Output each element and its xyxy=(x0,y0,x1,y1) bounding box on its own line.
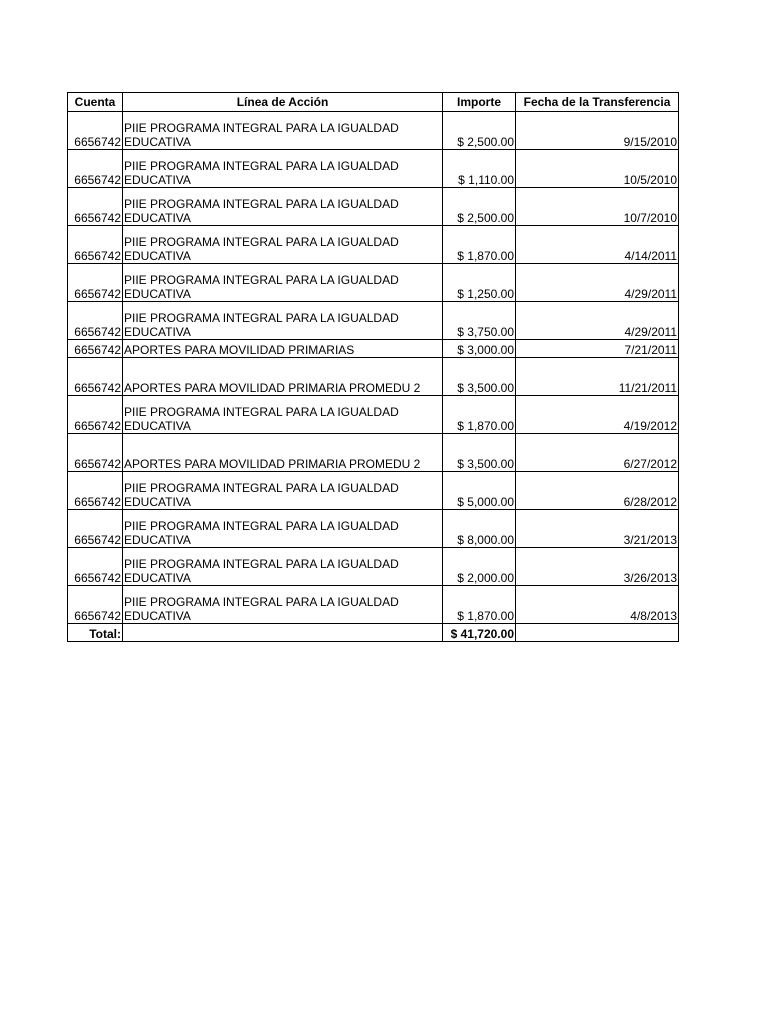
table-row xyxy=(68,340,679,358)
table-row xyxy=(68,586,679,624)
table-row xyxy=(68,226,679,264)
linea-cell: PIIE PROGRAMA INTEGRAL PARA LA IGUALDAD EDUCATIVA xyxy=(123,396,443,434)
total-value: $ 41,720.00 xyxy=(443,624,516,642)
table-row xyxy=(68,510,679,548)
cuenta-cell: 6656742 xyxy=(68,264,123,302)
fecha-cell: 6/28/2012 xyxy=(516,472,679,510)
cuenta-cell: 6656742 xyxy=(68,150,123,188)
fecha-cell: 9/15/2010 xyxy=(516,112,679,150)
linea-cell: PIIE PROGRAMA INTEGRAL PARA LA IGUALDAD EDUCATIVA xyxy=(123,112,443,150)
cuenta-cell: 6656742 xyxy=(68,340,123,358)
fecha-cell: 3/21/2013 xyxy=(516,510,679,548)
fecha-cell: 3/26/2013 xyxy=(516,548,679,586)
linea-cell: PIIE PROGRAMA INTEGRAL PARA LA IGUALDAD EDUCATIVA xyxy=(123,226,443,264)
linea-cell: APORTES PARA MOVILIDAD PRIMARIA PROMEDU 2 xyxy=(123,434,443,472)
table-row xyxy=(68,302,679,340)
table-row xyxy=(68,188,679,226)
fecha-cell: 10/7/2010 xyxy=(516,188,679,226)
fecha-cell: 4/19/2012 xyxy=(516,396,679,434)
total-empty-cell xyxy=(123,624,443,642)
total-row xyxy=(68,624,679,642)
importe-cell: $ 1,110.00 xyxy=(443,150,516,188)
importe-cell: $ 3,500.00 xyxy=(443,358,516,396)
table-row xyxy=(68,264,679,302)
importe-cell: $ 1,870.00 xyxy=(443,226,516,264)
cuenta-cell: 6656742 xyxy=(68,226,123,264)
cuenta-cell: 6656742 xyxy=(68,358,123,396)
importe-cell: $ 3,500.00 xyxy=(443,434,516,472)
linea-cell: PIIE PROGRAMA INTEGRAL PARA LA IGUALDAD EDUCATIVA xyxy=(123,548,443,586)
linea-cell: PIIE PROGRAMA INTEGRAL PARA LA IGUALDAD EDUCATIVA xyxy=(123,472,443,510)
cuenta-cell: 6656742 xyxy=(68,434,123,472)
importe-cell: $ 2,500.00 xyxy=(443,188,516,226)
fecha-cell: 11/21/2011 xyxy=(516,358,679,396)
linea-cell: PIIE PROGRAMA INTEGRAL PARA LA IGUALDAD EDUCATIVA xyxy=(123,510,443,548)
importe-cell: $ 3,750.00 xyxy=(443,302,516,340)
fecha-cell: 4/14/2011 xyxy=(516,226,679,264)
cuenta-cell: 6656742 xyxy=(68,586,123,624)
importe-cell: $ 1,870.00 xyxy=(443,586,516,624)
total-empty-date-cell xyxy=(516,624,679,642)
cuenta-cell: 6656742 xyxy=(68,112,123,150)
linea-cell: PIIE PROGRAMA INTEGRAL PARA LA IGUALDAD EDUCATIVA xyxy=(123,302,443,340)
importe-cell: $ 1,250.00 xyxy=(443,264,516,302)
total-label: Total: xyxy=(68,624,123,642)
header-fecha: Fecha de la Transferencia xyxy=(516,93,679,112)
table-row xyxy=(68,548,679,586)
cuenta-cell: 6656742 xyxy=(68,396,123,434)
importe-cell: $ 2,500.00 xyxy=(443,112,516,150)
header-row xyxy=(68,93,679,112)
linea-cell: APORTES PARA MOVILIDAD PRIMARIAS xyxy=(123,340,443,358)
fecha-cell: 4/29/2011 xyxy=(516,264,679,302)
header-cuenta: Cuenta xyxy=(68,93,123,112)
fecha-cell: 6/27/2012 xyxy=(516,434,679,472)
table-row xyxy=(68,112,679,150)
importe-cell: $ 2,000.00 xyxy=(443,548,516,586)
fecha-cell: 4/29/2011 xyxy=(516,302,679,340)
fecha-cell: 7/21/2011 xyxy=(516,340,679,358)
header-linea: Línea de Acción xyxy=(123,93,443,112)
table-row xyxy=(68,434,679,472)
cuenta-cell: 6656742 xyxy=(68,510,123,548)
importe-cell: $ 8,000.00 xyxy=(443,510,516,548)
cuenta-cell: 6656742 xyxy=(68,188,123,226)
linea-cell: PIIE PROGRAMA INTEGRAL PARA LA IGUALDAD EDUCATIVA xyxy=(123,586,443,624)
linea-cell: APORTES PARA MOVILIDAD PRIMARIA PROMEDU 2 xyxy=(123,358,443,396)
table-row xyxy=(68,358,679,396)
importe-cell: $ 5,000.00 xyxy=(443,472,516,510)
cuenta-cell: 6656742 xyxy=(68,472,123,510)
cuenta-cell: 6656742 xyxy=(68,302,123,340)
cuenta-cell: 6656742 xyxy=(68,548,123,586)
table-body xyxy=(68,112,679,624)
linea-cell: PIIE PROGRAMA INTEGRAL PARA LA IGUALDAD EDUCATIVA xyxy=(123,188,443,226)
table-row xyxy=(68,150,679,188)
linea-cell: PIIE PROGRAMA INTEGRAL PARA LA IGUALDAD EDUCATIVA xyxy=(123,264,443,302)
importe-cell: $ 1,870.00 xyxy=(443,396,516,434)
linea-cell: PIIE PROGRAMA INTEGRAL PARA LA IGUALDAD EDUCATIVA xyxy=(123,150,443,188)
importe-cell: $ 3,000.00 xyxy=(443,340,516,358)
table-row xyxy=(68,396,679,434)
fecha-cell: 4/8/2013 xyxy=(516,586,679,624)
header-importe: Importe xyxy=(443,93,516,112)
transfers-table xyxy=(67,92,679,642)
fecha-cell: 10/5/2010 xyxy=(516,150,679,188)
table-row xyxy=(68,472,679,510)
